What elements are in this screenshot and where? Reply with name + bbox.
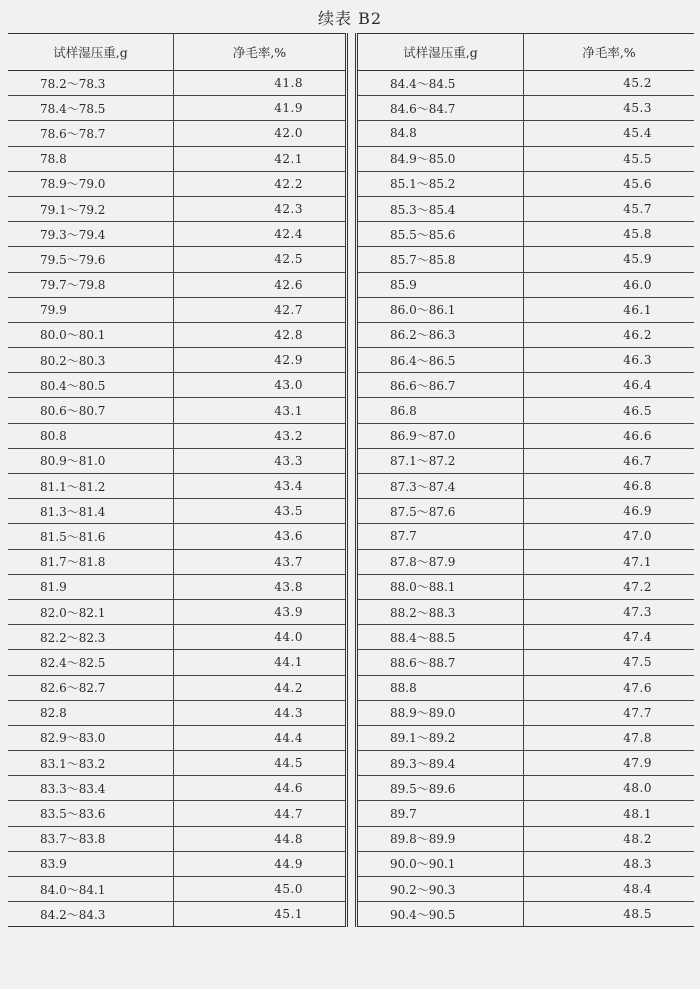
table-row (357, 373, 695, 398)
table-row (8, 373, 347, 398)
table-row (8, 700, 347, 725)
table-row (8, 398, 347, 423)
wet-weight-cell: 84.9～85.0 (357, 146, 524, 171)
table-row (357, 196, 695, 221)
clean-wool-rate-cell: 43.8 (174, 574, 347, 599)
table-row (8, 96, 347, 121)
wet-weight-cell: 85.5～85.6 (357, 222, 524, 247)
clean-wool-rate-cell: 41.9 (174, 96, 347, 121)
clean-wool-rate-cell: 45.2 (524, 71, 695, 96)
wet-weight-cell: 90.0～90.1 (357, 851, 524, 876)
clean-wool-rate-cell: 42.0 (174, 121, 347, 146)
clean-wool-rate-cell: 44.4 (174, 725, 347, 750)
wet-weight-cell: 84.4～84.5 (357, 71, 524, 96)
wet-weight-cell: 82.6～82.7 (8, 675, 174, 700)
clean-wool-rate-cell: 44.9 (174, 851, 347, 876)
table-row (357, 474, 695, 499)
clean-wool-rate-cell: 47.8 (524, 725, 695, 750)
clean-wool-rate-cell: 46.4 (524, 373, 695, 398)
table-row (357, 776, 695, 801)
header-rate: 净毛率,% (524, 34, 695, 71)
clean-wool-rate-cell: 45.9 (524, 247, 695, 272)
clean-wool-rate-cell: 43.1 (174, 398, 347, 423)
table-row (8, 171, 347, 196)
table-row (357, 448, 695, 473)
clean-wool-rate-cell: 43.6 (174, 524, 347, 549)
wet-weight-cell: 82.4～82.5 (8, 650, 174, 675)
table-row (8, 877, 347, 902)
clean-wool-rate-cell: 47.1 (524, 549, 695, 574)
clean-wool-rate-cell: 48.0 (524, 776, 695, 801)
wet-weight-cell: 87.1～87.2 (357, 448, 524, 473)
table-row (357, 71, 695, 96)
table-row (357, 675, 695, 700)
clean-wool-rate-cell: 44.8 (174, 826, 347, 851)
wet-weight-cell: 79.3～79.4 (8, 222, 174, 247)
clean-wool-rate-cell: 46.9 (524, 499, 695, 524)
clean-wool-rate-cell: 48.3 (524, 851, 695, 876)
clean-wool-rate-cell: 45.4 (524, 121, 695, 146)
table-row (357, 322, 695, 347)
clean-wool-rate-cell: 43.3 (174, 448, 347, 473)
table-row (8, 776, 347, 801)
table-row (8, 801, 347, 826)
wet-weight-cell: 87.7 (357, 524, 524, 549)
clean-wool-rate-cell: 45.3 (524, 96, 695, 121)
clean-wool-rate-cell: 47.4 (524, 625, 695, 650)
clean-wool-rate-cell: 42.9 (174, 348, 347, 373)
wet-weight-cell: 89.3～89.4 (357, 751, 524, 776)
table-row (357, 499, 695, 524)
clean-wool-rate-cell: 45.1 (174, 902, 347, 927)
clean-wool-rate-cell: 47.0 (524, 524, 695, 549)
table-row (8, 599, 347, 624)
right-header-row (357, 34, 695, 71)
right-table (355, 33, 694, 927)
table-row (357, 121, 695, 146)
wet-weight-cell: 84.2～84.3 (8, 902, 174, 927)
wet-weight-cell: 78.9～79.0 (8, 171, 174, 196)
data-tables (8, 33, 694, 927)
table-row (8, 499, 347, 524)
table-row (357, 348, 695, 373)
clean-wool-rate-cell: 45.5 (524, 146, 695, 171)
clean-wool-rate-cell: 44.3 (174, 700, 347, 725)
header-weight: 试样湿压重,g (8, 34, 174, 71)
wet-weight-cell: 82.2～82.3 (8, 625, 174, 650)
wet-weight-cell: 78.4～78.5 (8, 96, 174, 121)
wet-weight-cell: 86.2～86.3 (357, 322, 524, 347)
table-row (8, 247, 347, 272)
wet-weight-cell: 83.7～83.8 (8, 826, 174, 851)
clean-wool-rate-cell: 43.0 (174, 373, 347, 398)
table-row (357, 574, 695, 599)
clean-wool-rate-cell: 42.4 (174, 222, 347, 247)
wet-weight-cell: 80.6～80.7 (8, 398, 174, 423)
clean-wool-rate-cell: 44.0 (174, 625, 347, 650)
clean-wool-rate-cell: 42.1 (174, 146, 347, 171)
clean-wool-rate-cell: 45.8 (524, 222, 695, 247)
table-row (357, 851, 695, 876)
clean-wool-rate-cell: 42.2 (174, 171, 347, 196)
table-row (8, 851, 347, 876)
table-row (357, 599, 695, 624)
wet-weight-cell: 85.1～85.2 (357, 171, 524, 196)
table-row (8, 297, 347, 322)
wet-weight-cell: 86.4～86.5 (357, 348, 524, 373)
wet-weight-cell: 78.2～78.3 (8, 71, 174, 96)
table-row (8, 625, 347, 650)
table-row (8, 725, 347, 750)
clean-wool-rate-cell: 42.5 (174, 247, 347, 272)
clean-wool-rate-cell: 42.6 (174, 272, 347, 297)
table-row (8, 348, 347, 373)
table-title: 续表 B2 (317, 9, 383, 28)
clean-wool-rate-cell: 43.4 (174, 474, 347, 499)
table-row (8, 196, 347, 221)
wet-weight-cell: 87.3～87.4 (357, 474, 524, 499)
wet-weight-cell: 84.0～84.1 (8, 877, 174, 902)
clean-wool-rate-cell: 46.7 (524, 448, 695, 473)
wet-weight-cell: 88.0～88.1 (357, 574, 524, 599)
wet-weight-cell: 82.9～83.0 (8, 725, 174, 750)
table-row (357, 625, 695, 650)
wet-weight-cell: 87.5～87.6 (357, 499, 524, 524)
clean-wool-rate-cell: 45.0 (174, 877, 347, 902)
table-row (8, 474, 347, 499)
wet-weight-cell: 88.2～88.3 (357, 599, 524, 624)
table-row (357, 801, 695, 826)
wet-weight-cell: 83.1～83.2 (8, 751, 174, 776)
table-row (8, 902, 347, 927)
left-header-row (8, 34, 347, 71)
table-row (8, 549, 347, 574)
wet-weight-cell: 89.1～89.2 (357, 725, 524, 750)
wet-weight-cell: 85.3～85.4 (357, 196, 524, 221)
wet-weight-cell: 80.0～80.1 (8, 322, 174, 347)
table-row (357, 146, 695, 171)
clean-wool-rate-cell: 47.7 (524, 700, 695, 725)
clean-wool-rate-cell: 47.3 (524, 599, 695, 624)
wet-weight-cell: 79.9 (8, 297, 174, 322)
clean-wool-rate-cell: 44.5 (174, 751, 347, 776)
clean-wool-rate-cell: 46.3 (524, 348, 695, 373)
wet-weight-cell: 84.6～84.7 (357, 96, 524, 121)
table-row (8, 146, 347, 171)
wet-weight-cell: 90.2～90.3 (357, 877, 524, 902)
wet-weight-cell: 85.7～85.8 (357, 247, 524, 272)
table-row (8, 322, 347, 347)
wet-weight-cell: 89.5～89.6 (357, 776, 524, 801)
clean-wool-rate-cell: 48.5 (524, 902, 695, 927)
table-row (357, 171, 695, 196)
left-table-body (8, 71, 347, 927)
wet-weight-cell: 80.2～80.3 (8, 348, 174, 373)
clean-wool-rate-cell: 42.8 (174, 322, 347, 347)
wet-weight-cell: 88.6～88.7 (357, 650, 524, 675)
clean-wool-rate-cell: 47.9 (524, 751, 695, 776)
clean-wool-rate-cell: 46.6 (524, 423, 695, 448)
table-row (357, 423, 695, 448)
left-table (8, 33, 348, 927)
wet-weight-cell: 88.9～89.0 (357, 700, 524, 725)
table-row (357, 751, 695, 776)
table-row (357, 700, 695, 725)
wet-weight-cell: 81.9 (8, 574, 174, 599)
clean-wool-rate-cell: 47.2 (524, 574, 695, 599)
table-row (8, 121, 347, 146)
table-row (357, 877, 695, 902)
clean-wool-rate-cell: 47.5 (524, 650, 695, 675)
clean-wool-rate-cell: 41.8 (174, 71, 347, 96)
clean-wool-rate-cell: 48.2 (524, 826, 695, 851)
table-row (357, 96, 695, 121)
clean-wool-rate-cell: 44.2 (174, 675, 347, 700)
wet-weight-cell: 78.8 (8, 146, 174, 171)
wet-weight-cell: 86.9～87.0 (357, 423, 524, 448)
clean-wool-rate-cell: 45.6 (524, 171, 695, 196)
wet-weight-cell: 78.6～78.7 (8, 121, 174, 146)
wet-weight-cell: 83.9 (8, 851, 174, 876)
wet-weight-cell: 81.5～81.6 (8, 524, 174, 549)
table-row (8, 574, 347, 599)
table-row (357, 826, 695, 851)
wet-weight-cell: 86.6～86.7 (357, 373, 524, 398)
header-weight: 试样湿压重,g (357, 34, 524, 71)
wet-weight-cell: 82.8 (8, 700, 174, 725)
clean-wool-rate-cell: 45.7 (524, 196, 695, 221)
wet-weight-cell: 81.3～81.4 (8, 499, 174, 524)
table-row (8, 524, 347, 549)
wet-weight-cell: 86.0～86.1 (357, 297, 524, 322)
wet-weight-cell: 79.1～79.2 (8, 196, 174, 221)
clean-wool-rate-cell: 43.9 (174, 599, 347, 624)
clean-wool-rate-cell: 43.5 (174, 499, 347, 524)
clean-wool-rate-cell: 46.5 (524, 398, 695, 423)
table-row (357, 398, 695, 423)
clean-wool-rate-cell: 48.4 (524, 877, 695, 902)
table-row (357, 524, 695, 549)
table-row (357, 297, 695, 322)
wet-weight-cell: 80.4～80.5 (8, 373, 174, 398)
wet-weight-cell: 85.9 (357, 272, 524, 297)
table-row (8, 650, 347, 675)
wet-weight-cell: 89.8～89.9 (357, 826, 524, 851)
clean-wool-rate-cell: 46.1 (524, 297, 695, 322)
wet-weight-cell: 89.7 (357, 801, 524, 826)
clean-wool-rate-cell: 44.1 (174, 650, 347, 675)
wet-weight-cell: 79.7～79.8 (8, 272, 174, 297)
clean-wool-rate-cell: 46.2 (524, 322, 695, 347)
wet-weight-cell: 81.7～81.8 (8, 549, 174, 574)
table-row (357, 272, 695, 297)
table-row (357, 549, 695, 574)
table-row (8, 222, 347, 247)
table-row (357, 222, 695, 247)
wet-weight-cell: 84.8 (357, 121, 524, 146)
wet-weight-cell: 80.9～81.0 (8, 448, 174, 473)
clean-wool-rate-cell: 43.2 (174, 423, 347, 448)
clean-wool-rate-cell: 48.1 (524, 801, 695, 826)
wet-weight-cell: 88.8 (357, 675, 524, 700)
clean-wool-rate-cell: 44.7 (174, 801, 347, 826)
table-row (357, 247, 695, 272)
table-row (8, 826, 347, 851)
wet-weight-cell: 82.0～82.1 (8, 599, 174, 624)
table-row (357, 902, 695, 927)
wet-weight-cell: 83.3～83.4 (8, 776, 174, 801)
table-row (8, 272, 347, 297)
clean-wool-rate-cell: 43.7 (174, 549, 347, 574)
wet-weight-cell: 88.4～88.5 (357, 625, 524, 650)
table-row (357, 725, 695, 750)
table-row (8, 675, 347, 700)
wet-weight-cell: 80.8 (8, 423, 174, 448)
table-row (8, 448, 347, 473)
table-row (357, 650, 695, 675)
clean-wool-rate-cell: 46.8 (524, 474, 695, 499)
wet-weight-cell: 90.4～90.5 (357, 902, 524, 927)
wet-weight-cell: 81.1～81.2 (8, 474, 174, 499)
clean-wool-rate-cell: 47.6 (524, 675, 695, 700)
clean-wool-rate-cell: 44.6 (174, 776, 347, 801)
table-row (8, 423, 347, 448)
right-table-body (357, 71, 695, 927)
wet-weight-cell: 86.8 (357, 398, 524, 423)
clean-wool-rate-cell: 42.7 (174, 297, 347, 322)
table-row (8, 71, 347, 96)
clean-wool-rate-cell: 46.0 (524, 272, 695, 297)
wet-weight-cell: 83.5～83.6 (8, 801, 174, 826)
wet-weight-cell: 87.8～87.9 (357, 549, 524, 574)
table-row (8, 751, 347, 776)
clean-wool-rate-cell: 42.3 (174, 196, 347, 221)
wet-weight-cell: 79.5～79.6 (8, 247, 174, 272)
header-rate: 净毛率,% (174, 34, 347, 71)
